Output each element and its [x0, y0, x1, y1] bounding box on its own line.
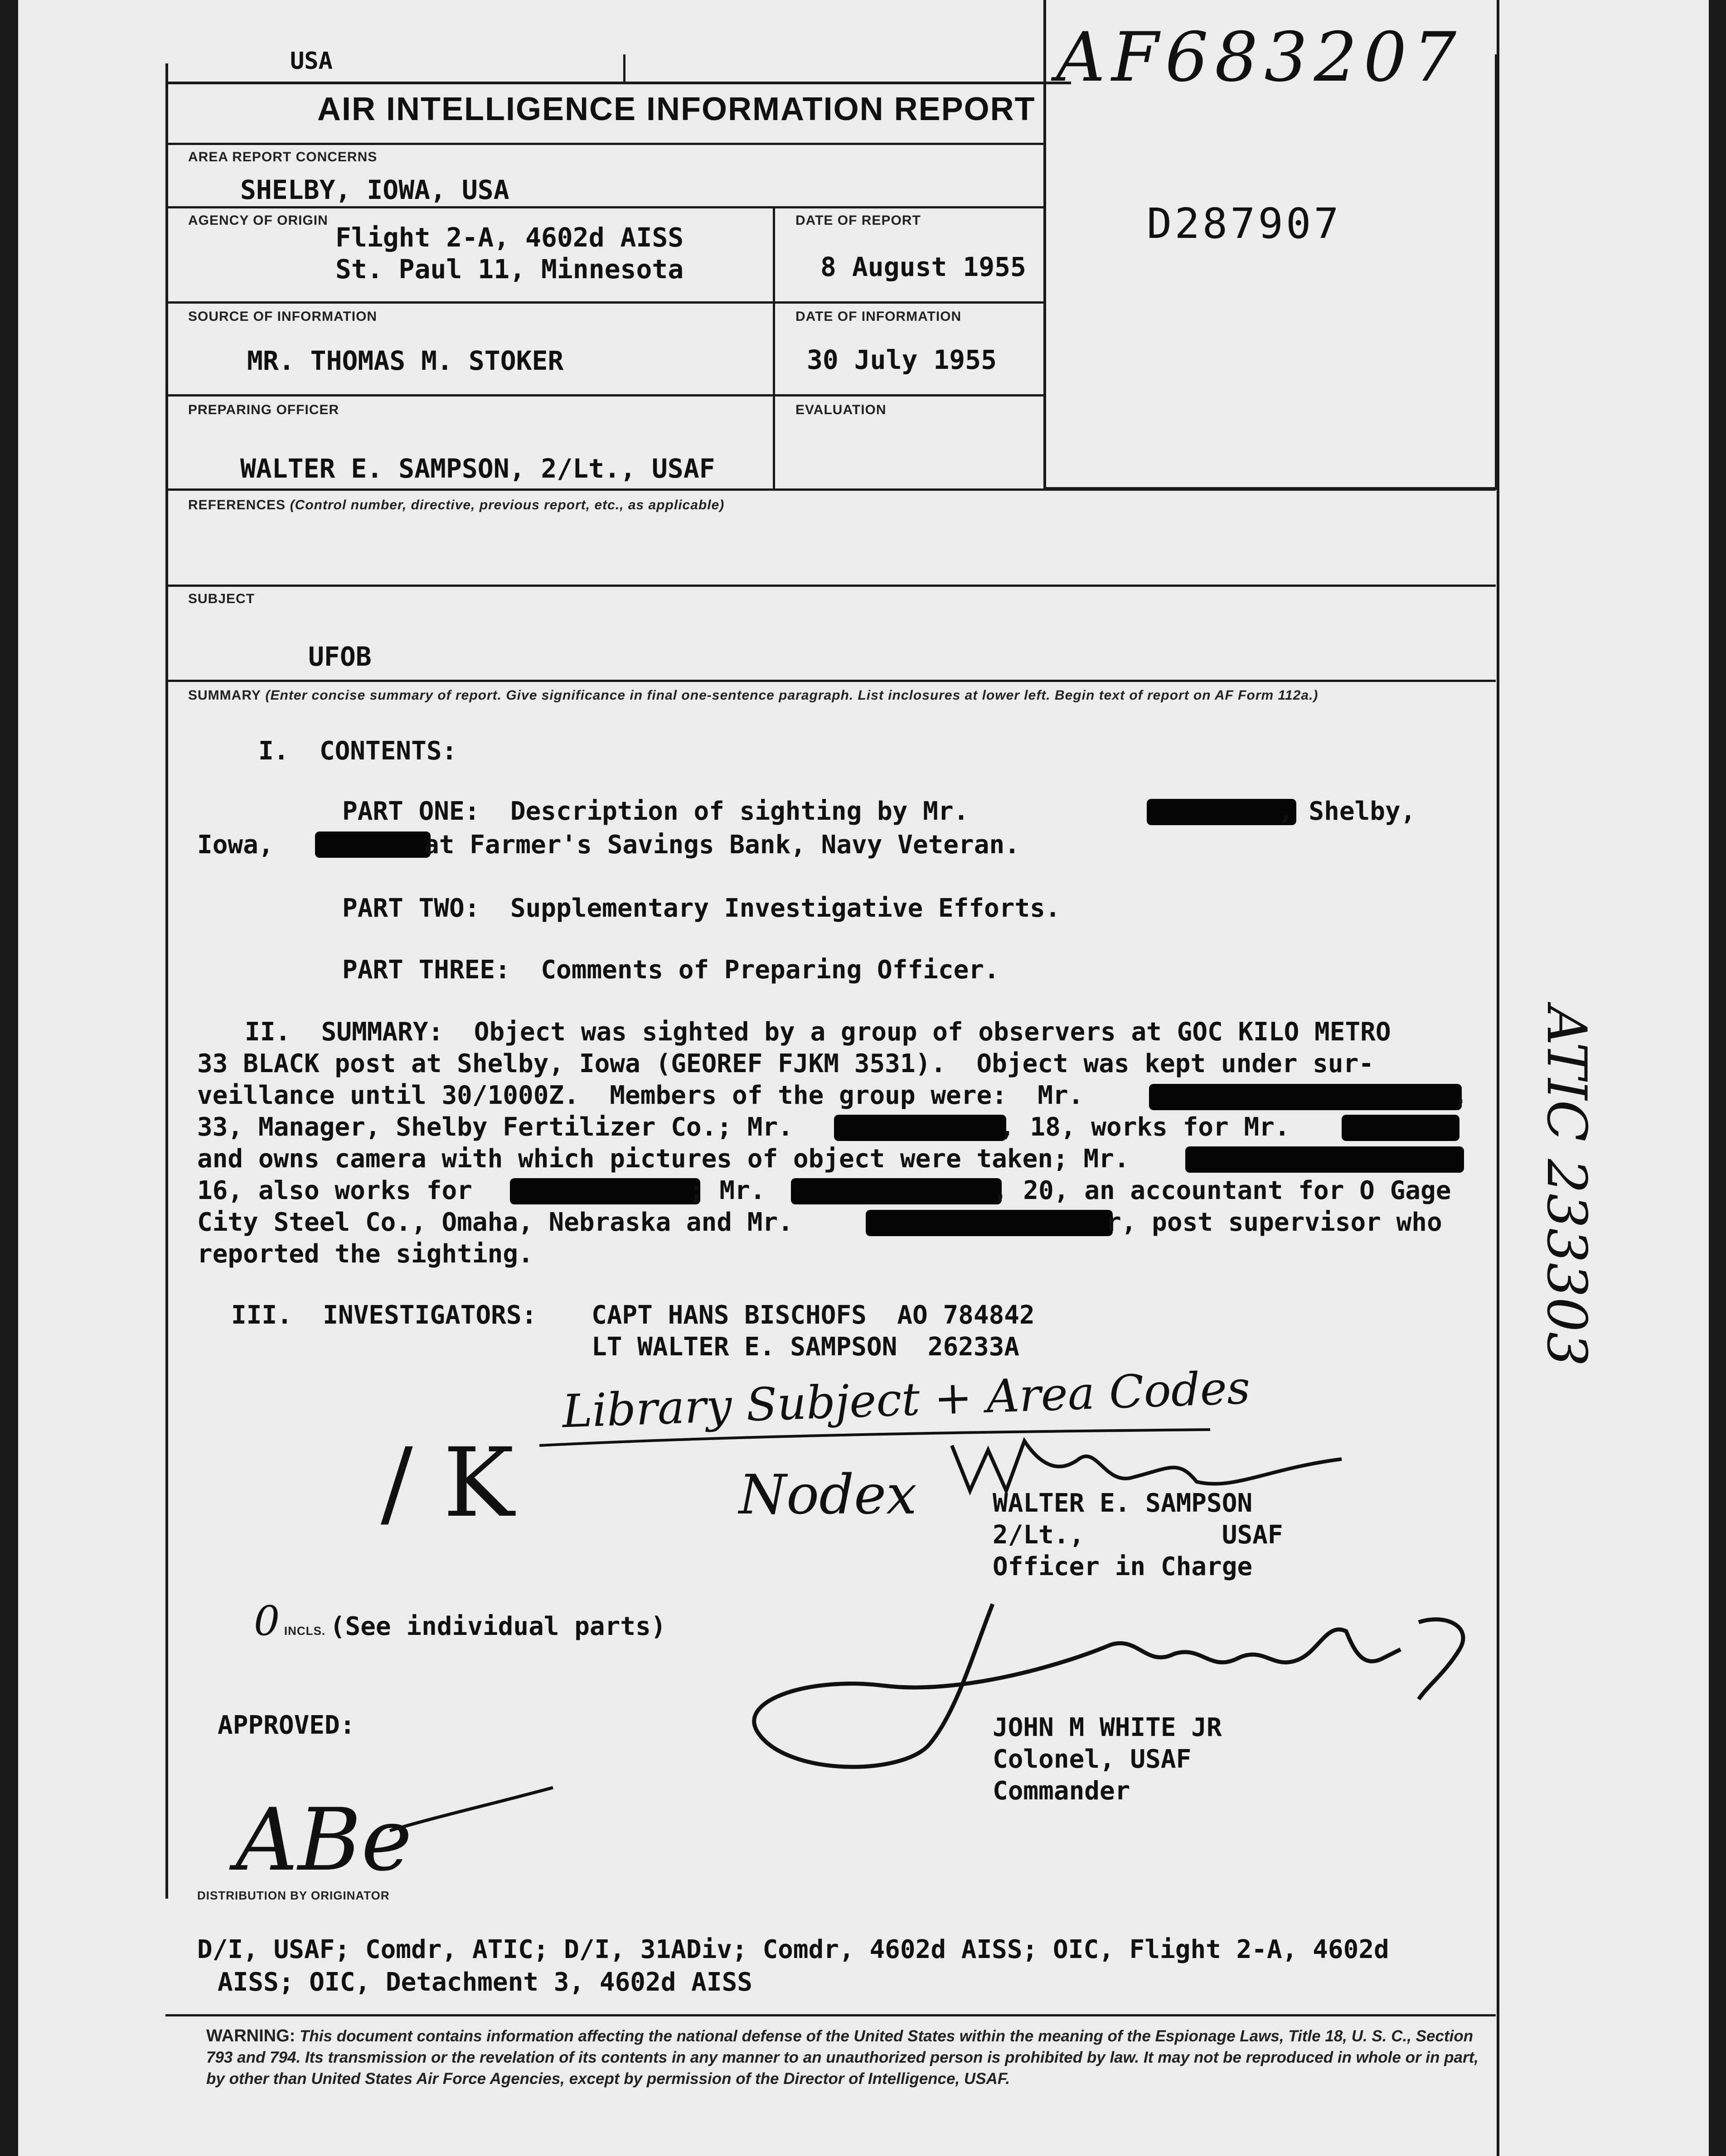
summary-line-6a: 16, also works for: [197, 1176, 472, 1205]
distribution-line-1: D/I, USAF; Comdr, ATIC; D/I, 31ADiv; Comdr, 4602d AISS; OIC, Flight 2-A, 4602d: [197, 1935, 1389, 1964]
redaction-bar: [866, 1210, 1113, 1236]
incls-number: 0: [254, 1597, 280, 1645]
area-value: SHELBY, IOWA, USA: [240, 174, 509, 205]
source-rule: [165, 394, 1045, 396]
middle-column-divider: [773, 206, 775, 489]
summary-line-8: reported the sighting.: [197, 1239, 533, 1269]
right-border-top: [1043, 0, 1046, 487]
summary-line-6b: ; Mr.: [689, 1176, 766, 1205]
agency-line-1: Flight 2-A, 4602d AISS: [335, 222, 684, 253]
title-rule: [165, 143, 1045, 145]
stub-divider: [623, 54, 625, 82]
redaction-bar: [1149, 1084, 1462, 1110]
part-one-line-1b: , Shelby,: [1278, 797, 1416, 826]
summary-line-7b: r, post supervisor who: [1106, 1208, 1442, 1237]
summary-label: SUMMARY: [188, 688, 261, 703]
handwritten-control-number: AF683207: [1056, 18, 1463, 97]
warning-notice: [206, 2025, 1484, 2089]
top-border: [165, 82, 1071, 84]
warning-text: This document contains information affecting the national defense of the United States within the meaning of the Espionage Laws, Title 18, U. S. C., Section 793 and 794. Its transmission or the revelation of its contents in any manner to an unauthorized person is prohibited by law. It may not be reproduced in whole or in part, by other than United States Air Force Agencies, except by permission of the Director of Intelligence, USAF.: [206, 2027, 1479, 2088]
commander-title: Commander: [993, 1776, 1130, 1806]
part-one-line-2b: at Farmer's Savings Bank, Navy Veteran.: [424, 830, 1020, 860]
source-value: MR. THOMAS M. STOKER: [247, 345, 564, 376]
summary-line-2: 33 BLACK post at Shelby, Iowa (GEOREF FJKM 3531). Object was kept under sur-: [197, 1049, 1374, 1078]
incls-text: (See individual parts): [330, 1612, 666, 1641]
redaction-bar: [315, 831, 431, 858]
part-three-line: PART THREE: Comments of Preparing Officer.: [342, 955, 999, 985]
approved-label: APPROVED:: [218, 1711, 355, 1740]
left-border: [165, 63, 168, 1899]
date-of-report-label: DATE OF REPORT: [795, 213, 921, 228]
redaction-bar: [510, 1178, 700, 1204]
officer-rank: 2/Lt., USAF: [993, 1520, 1283, 1550]
agency-label: AGENCY OF ORIGIN: [188, 213, 328, 228]
area-label: AREA REPORT CONCERNS: [188, 150, 378, 164]
subject-label: SUBJECT: [188, 591, 255, 606]
date-of-info-label: DATE OF INFORMATION: [795, 309, 962, 324]
part-one-line-2a: Iowa,: [197, 830, 274, 860]
summary-line-7a: City Steel Co., Omaha, Nebraska and Mr.: [197, 1208, 793, 1237]
commander-name: JOHN M WHITE JR: [993, 1713, 1222, 1742]
redaction-bar: [1147, 799, 1296, 825]
stamp-box-right: [1495, 54, 1498, 489]
investigators-label: III. INVESTIGATORS:: [231, 1300, 537, 1330]
officer-title: Officer in Charge: [993, 1552, 1253, 1581]
references-label: REFERENCES: [188, 498, 286, 512]
redaction-bar: [1342, 1115, 1459, 1141]
summary-line-1: II. SUMMARY: Object was sighted by a group of observers at GOC KILO METRO: [245, 1017, 1391, 1047]
summary-line-6c: , 20, an accountant for O Gage: [993, 1176, 1451, 1205]
investigator-2: LT WALTER E. SAMPSON 26233A: [591, 1332, 1020, 1362]
approval-initials: ABe: [236, 1790, 412, 1890]
stamp-number: D287907: [1147, 199, 1342, 248]
distribution-label: DISTRIBUTION BY ORIGINATOR: [197, 1889, 390, 1902]
area-rule: [165, 206, 1045, 208]
summary-line-4b: , 18, works for Mr.: [999, 1112, 1290, 1142]
investigator-1: CAPT HANS BISCHOFS AO 784842: [591, 1300, 1035, 1330]
report-title: AIR INTELLIGENCE INFORMATION REPORT: [317, 91, 1036, 127]
references-rule: [165, 585, 1496, 587]
redaction-bar: [834, 1115, 1006, 1141]
subject-value: UFOB: [308, 641, 372, 672]
redaction-bar: [791, 1178, 1002, 1204]
report-page: [18, 0, 1709, 2156]
contents-heading: I. CONTENTS:: [258, 736, 457, 766]
initials-flourish: [381, 1785, 562, 1840]
k-mark: / K: [381, 1427, 514, 1538]
preparing-rule: [165, 488, 1496, 491]
part-two-line: PART TWO: Supplementary Investigative Efforts.: [342, 894, 1061, 923]
warning-top-rule: [165, 2014, 1496, 2016]
source-label: SOURCE OF INFORMATION: [188, 309, 378, 324]
atic-side-note: ATIC 233303: [1535, 1006, 1598, 1367]
references-note: (Control number, directive, previous report, etc., as applicable): [290, 498, 725, 512]
summary-note: (Enter concise summary of report. Give significance in final one-sentence paragraph. List inclosures at lower left. Begin text of report on AF Form 112a.): [265, 688, 1319, 703]
redaction-bar: [1185, 1146, 1464, 1173]
preparing-officer-value: WALTER E. SAMPSON, 2/Lt., USAF: [240, 453, 715, 484]
summary-line-3b: ,: [1453, 1081, 1468, 1110]
summary-line-3a: veillance until 30/1000Z. Members of the group were: Mr.: [197, 1081, 1084, 1110]
date-of-report-value: 8 August 1955: [820, 251, 1026, 282]
library-codes-note: Library Subject + Area Codes: [561, 1361, 1251, 1438]
commander-rank: Colonel, USAF: [993, 1745, 1192, 1774]
summary-label-row: [188, 688, 1318, 703]
warning-label: WARNING:: [206, 2026, 296, 2045]
top-stub-text: USA: [290, 48, 333, 75]
references-label-row: [188, 498, 724, 513]
subject-rule: [165, 680, 1496, 682]
nodex-note: Nodex: [739, 1464, 917, 1527]
inclosures-line: [254, 1597, 666, 1645]
date-of-info-value: 30 July 1955: [807, 344, 997, 375]
incls-label: INCLS.: [284, 1624, 326, 1638]
evaluation-label: EVALUATION: [795, 402, 887, 417]
summary-line-5a: and owns camera with which pictures of object were taken; Mr.: [197, 1144, 1130, 1174]
officer-name: WALTER E. SAMPSON: [993, 1489, 1253, 1518]
distribution-line-2: AISS; OIC, Detachment 3, 4602d AISS: [218, 1967, 753, 1997]
summary-line-4a: 33, Manager, Shelby Fertilizer Co.; Mr.: [197, 1112, 793, 1142]
agency-rule: [165, 301, 1045, 304]
preparing-officer-label: PREPARING OFFICER: [188, 402, 339, 417]
agency-line-2: St. Paul 11, Minnesota: [335, 254, 684, 285]
part-one-line-1a: PART ONE: Description of sighting by Mr.: [342, 797, 969, 826]
